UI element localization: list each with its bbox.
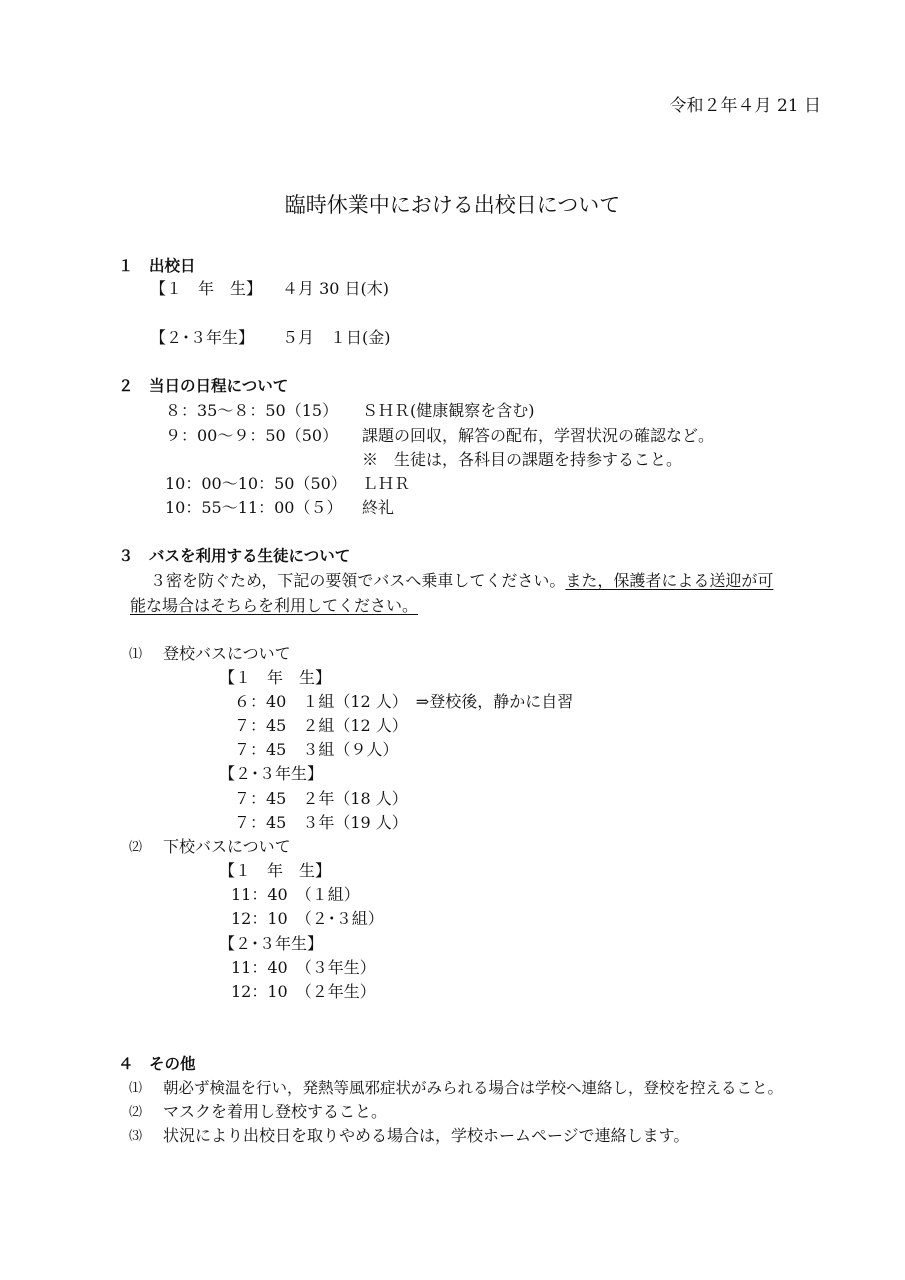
bus-row: ７：45 ３年（19 人） (234, 813, 408, 832)
document-date: 令和２年４月 21 日 (669, 96, 821, 116)
bus-group-label: 【２･３年生】 (219, 934, 324, 953)
list-number: ⑵ (129, 1105, 143, 1120)
bus-row: ７：45 ２組（12 人） (234, 716, 408, 735)
bus-row: 12：10 （２年生） (231, 982, 376, 1001)
bus-group-label: 【１ 年 生】 (219, 861, 332, 880)
document-title: 臨時休業中における出校日について (284, 193, 621, 217)
other-item: マスクを着用し登校すること。 (163, 1102, 388, 1121)
grade-23-label: 【２･３年生】 (150, 328, 255, 347)
schedule-note: ※ 生徒は，各科目の課題を持参すること。 (362, 450, 683, 469)
schedule-description: ＬＨＲ (362, 474, 411, 493)
other-item: 状況により出校日を取りやめる場合は，学校ホームページで連絡します。 (163, 1126, 690, 1145)
list-number: ⑴ (129, 1081, 143, 1096)
section-1-heading: １ 出校日 (118, 257, 196, 275)
bus-group-label: 【１ 年 生】 (219, 668, 332, 687)
schedule-time: ８：35～８：50（15） (165, 401, 339, 420)
list-number: ⑵ (129, 840, 143, 855)
list-number: ⑶ (129, 1129, 143, 1144)
bus-row: 11：40 （３年生） (231, 958, 376, 977)
section-3-paragraph-line-1 (150, 571, 773, 591)
section-3-heading: ３ バスを利用する生徒について (118, 547, 351, 565)
list-number: ⑴ (129, 647, 143, 662)
section-2-heading: ２ 当日の日程について (118, 377, 289, 395)
paragraph-text: ３密を防ぐため，下記の要領でバスへ乗車してください。 (150, 571, 566, 590)
bus-row: ７：45 ２年（18 人） (234, 789, 408, 808)
grade-23-date: ５月 １日(金) (282, 328, 391, 347)
other-item: 朝必ず検温を行い，発熱等風邪症状がみられる場合は学校へ連絡し，登校を控えること。 (163, 1079, 784, 1097)
section-4-heading: ４ その他 (118, 1055, 196, 1073)
bus-row: 12：10 （２･３組） (231, 909, 384, 928)
section-3-paragraph-line-2 (130, 596, 418, 616)
schedule-description: 終礼 (362, 498, 395, 517)
bus-row: 11：40 （１組） (231, 885, 360, 904)
schedule-description: ＳＨＲ(健康観察を含む) (362, 401, 535, 420)
departure-bus-label: 下校バスについて (163, 837, 291, 856)
arrival-bus-label: 登校バスについて (163, 644, 291, 663)
underlined-text: 能な場合はそちらを利用してください。 (130, 596, 419, 615)
schedule-description: 課題の回収，解答の配布，学習状況の確認など。 (362, 426, 715, 445)
bus-row: ７：45 ３組（９人） (234, 740, 399, 759)
grade-1-label: 【１ 年 生】 (150, 279, 263, 298)
bus-row: ６：40 １組（12 人） ⇒登校後，静かに自習 (234, 692, 574, 711)
schedule-time: ９：00～９：50（50） (165, 426, 339, 445)
schedule-time: 10：00～10：50（50） (165, 474, 347, 493)
bus-group-label: 【２･３年生】 (219, 764, 324, 783)
schedule-time: 10：55～11：00（５） (165, 498, 343, 517)
underlined-text: また，保護者による送迎が可 (565, 571, 774, 590)
grade-1-date: ４月 30 日(木) (282, 279, 390, 298)
